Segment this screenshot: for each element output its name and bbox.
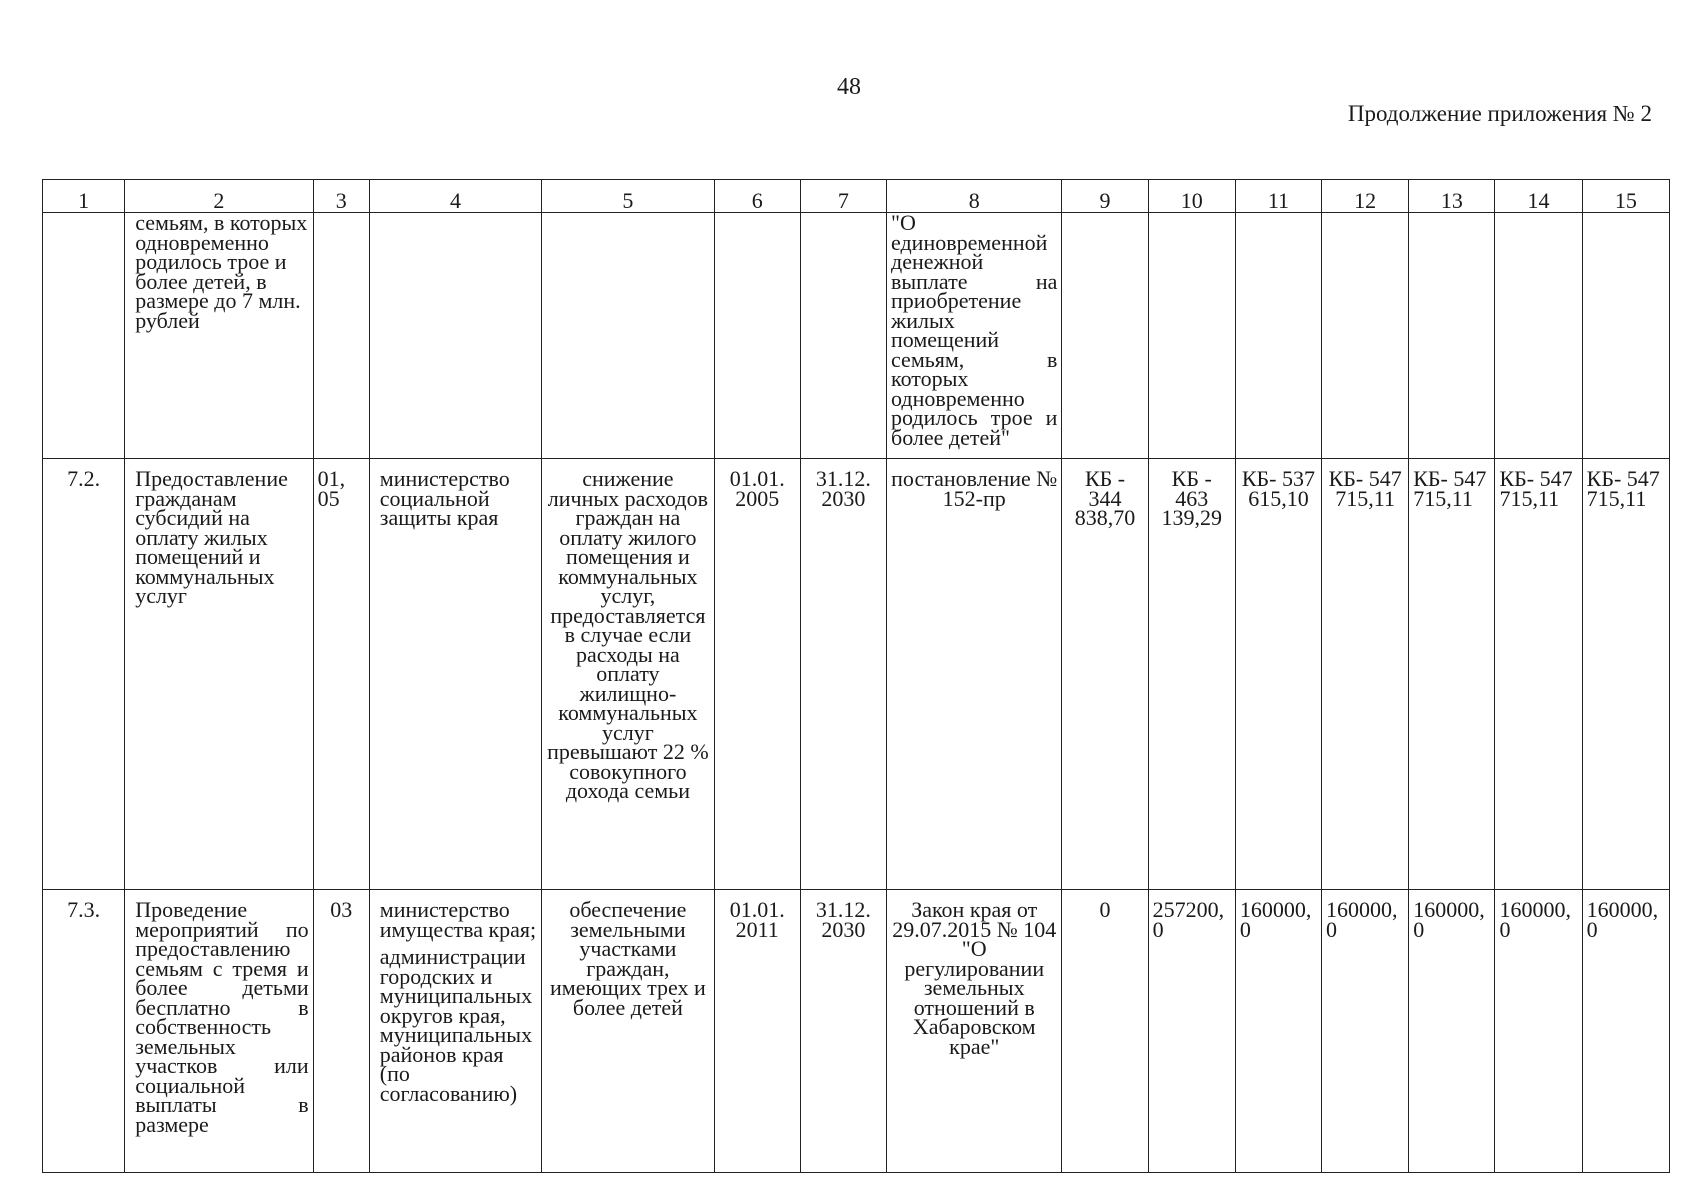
task-code-cell: 01, 05 [313, 459, 369, 890]
program-table [42, 179, 1670, 1173]
table-cell [313, 213, 369, 459]
header-row [43, 180, 1670, 213]
row-number-cell: 7.3. [43, 890, 125, 1173]
column-header: 11 [1235, 180, 1321, 213]
funding-cell: 0 [1062, 890, 1148, 1173]
column-header: 7 [800, 180, 886, 213]
table-cell [1409, 213, 1495, 459]
column-header: 1 [43, 180, 125, 213]
funding-cell: КБ - 344 838,70 [1062, 459, 1148, 890]
column-header: 13 [1409, 180, 1495, 213]
measure-description-cell: Проведение мероприятий по предоставлению семьям с тремя и более детьми бесплатно в собственность земельных участков или социальной выплаты в размере [125, 890, 313, 1173]
executor-administrations: администрации городских и муниципальных округов края, муниципальных районов края (по согласованию) [379, 944, 533, 1106]
funding-cell: КБ - 463 139,29 [1148, 459, 1235, 890]
expected-result-cell: обеспечение земельными участками граждан, имеющих трех и более детей [542, 890, 714, 1173]
table-cell [542, 213, 714, 459]
end-date-cell: 31.12. 2030 [800, 890, 886, 1173]
start-date-cell: 01.01. 2011 [714, 890, 800, 1173]
funding-cell: 160000,0 [1409, 890, 1495, 1173]
task-code-cell: 03 [313, 890, 369, 1173]
executor-cell: министерство социальной защиты края [369, 459, 541, 890]
law-title: "О регулировании земельных отношений в Хабаровском крае" [904, 936, 1045, 1059]
funding-cell: 160000,0 [1322, 890, 1409, 1173]
funding-cell: 160000,0 [1495, 890, 1582, 1173]
column-header: 9 [1062, 180, 1148, 213]
table-cell [1495, 213, 1582, 459]
funding-cell: 160000,0 [1235, 890, 1321, 1173]
column-header: 10 [1148, 180, 1235, 213]
executor-cell [369, 890, 541, 1173]
column-header: 4 [369, 180, 541, 213]
legal-basis-cell [887, 890, 1062, 1173]
column-header: 8 [887, 180, 1062, 213]
funding-cell: КБ- 547 715,11 [1409, 459, 1495, 890]
row-number-cell: 7.2. [43, 459, 125, 890]
executor-ministry: министерство имущества края; [379, 897, 537, 942]
column-header: 3 [313, 180, 369, 213]
funding-cell: КБ- 547 715,11 [1495, 459, 1582, 890]
table-cell [43, 213, 125, 459]
column-header: 14 [1495, 180, 1582, 213]
measure-description-cell: Предоставление гражданам субсидий на оплату жилых помещений и коммунальных услуг [125, 459, 313, 890]
funding-cell: КБ- 537 615,10 [1235, 459, 1321, 890]
table-cell [1582, 213, 1669, 459]
measure-description-cell: семьям, в которых одновременно родилось трое и более детей, в размере до 7 млн. рублей [125, 213, 313, 459]
table-cell [800, 213, 886, 459]
column-header: 6 [714, 180, 800, 213]
page-number: 48 [837, 74, 861, 100]
table-row-7-2 [43, 459, 1670, 890]
funding-cell: 160000,0 [1582, 890, 1669, 1173]
funding-cell: КБ- 547 715,11 [1322, 459, 1409, 890]
table-cell [1148, 213, 1235, 459]
appendix-title: Продолжение приложения № 2 [1347, 101, 1652, 126]
legal-basis-cell: "О единовременной денежной выплате на приобретение жилых помещений семьям, в которых одновременно родилось трое и более детей" [887, 213, 1062, 459]
column-header: 2 [125, 180, 313, 213]
start-date-cell: 01.01. 2005 [714, 459, 800, 890]
funding-cell: 257200,0 [1148, 890, 1235, 1173]
table-cell [1062, 213, 1148, 459]
table-row-continuation [43, 213, 1670, 459]
legal-basis-cell: постановление № 152-пр [887, 459, 1062, 890]
table-cell [1322, 213, 1409, 459]
table-row-7-3 [43, 890, 1670, 1173]
law-reference: Закон края от 29.07.2015 № 104 [892, 897, 1057, 942]
column-header: 12 [1322, 180, 1409, 213]
expected-result-cell: снижение личных расходов граждан на оплату жилого помещения и коммунальных услуг, предоставляется в случае если расходы на оплату жилищно-коммунальных услуг превышают 22 % совокупного дохода семьи [542, 459, 714, 890]
table-cell [369, 213, 541, 459]
column-header: 15 [1582, 180, 1669, 213]
table-cell [714, 213, 800, 459]
column-header: 5 [542, 180, 714, 213]
funding-cell: КБ- 547 715,11 [1582, 459, 1669, 890]
table-cell [1235, 213, 1321, 459]
end-date-cell: 31.12. 2030 [800, 459, 886, 890]
